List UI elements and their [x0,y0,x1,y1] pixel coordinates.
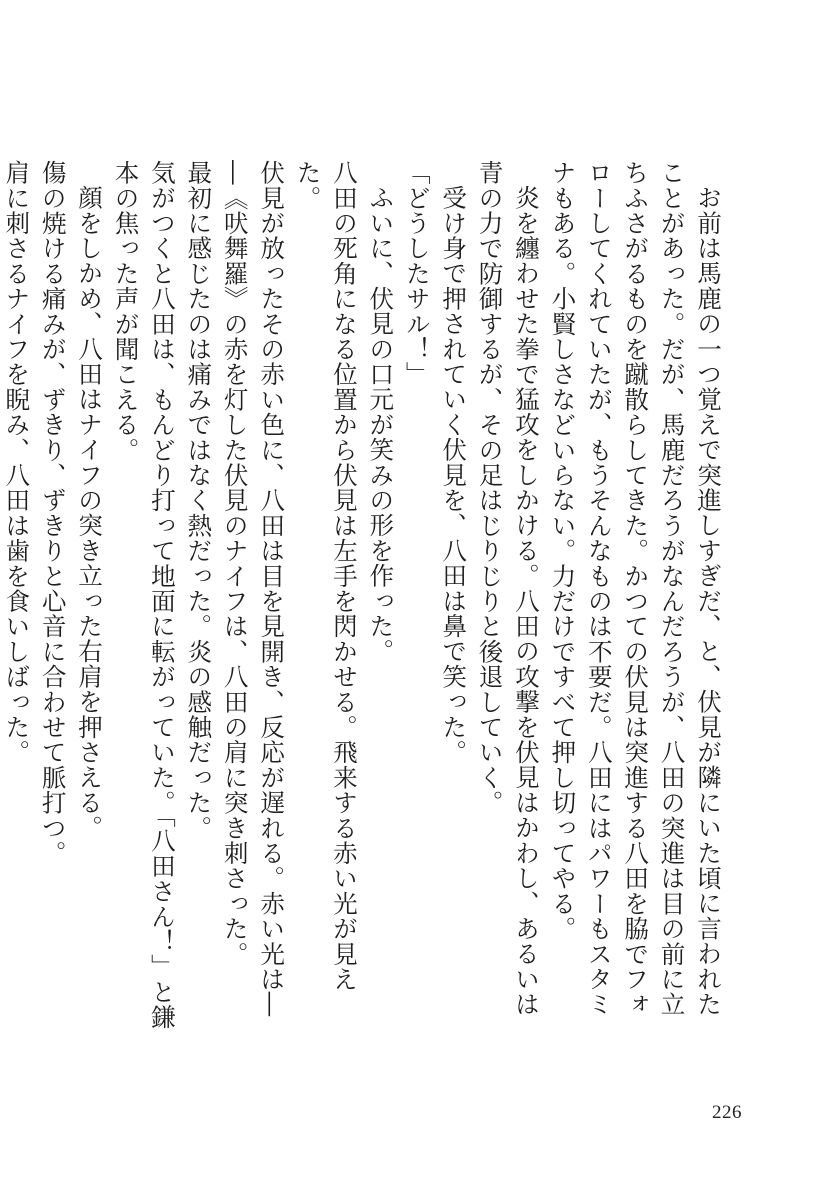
paragraph: ふいに、伏見の口元が笑みの形を作った。 [366,184,396,664]
paragraph: 最初に感じたのは痛みではなく熱だった。炎の感触だった。 [184,160,214,841]
paragraph: 傷の焼ける痛みが、ずきり、ずきりと心音に合わせて脈打つ。 [38,160,68,866]
paragraph: 八田の死角になる位置から伏見は左手を閃かせる。飛来する赤い光が見えた。 [293,160,359,992]
paragraph: 炎を纏わせた拳で猛攻をしかける。八田の攻撃を伏見はかわし、あるいは青の力で防御するが、その足はじりじりと後退していく。 [475,160,541,1017]
paragraph: 顔をしかめ、八田はナイフの突き立った右肩を押さえる。 [75,184,105,840]
paragraph: 伏見が放ったその赤い色に、八田は目を見開き、反応が遅れる。赤い光は――《吠舞羅》の赤を灯した伏見のナイフは、八田の肩に突き刺さった。 [220,160,287,1017]
paragraph: 受け身で押されていく伏見を、八田は鼻で笑った。 [439,184,469,765]
page-number: 226 [712,1102,742,1123]
vertical-text-body [0,160,726,1030]
dialogue-line: 「どうしたサル！」 [402,160,432,387]
paragraph: 気がつくと八田は、もんどり打って地面に転がっていた。「八田さん！」と鎌本の焦った声が聞こえる。 [111,160,177,1030]
paragraph: 肩に刺さるナイフを睨み、八田は歯を食いしばった。 [2,160,32,765]
paragraph: お前は馬鹿の一つ覚えで突進しすぎだ、と、伏見が隣にいた頃に言われたことがあった。だが、馬鹿だろうがなんだろうが、八田の突進は目の前に立ちふさがるものを蹴散らしてきた。かつての伏見は突進する八田を脇でフォローしてくれていたが、もうそんなものは不要だ。八田にはパワーもスタミナもある。小賢しさなどいらない。力だけですべて押し切ってやる。 [548,160,723,1017]
